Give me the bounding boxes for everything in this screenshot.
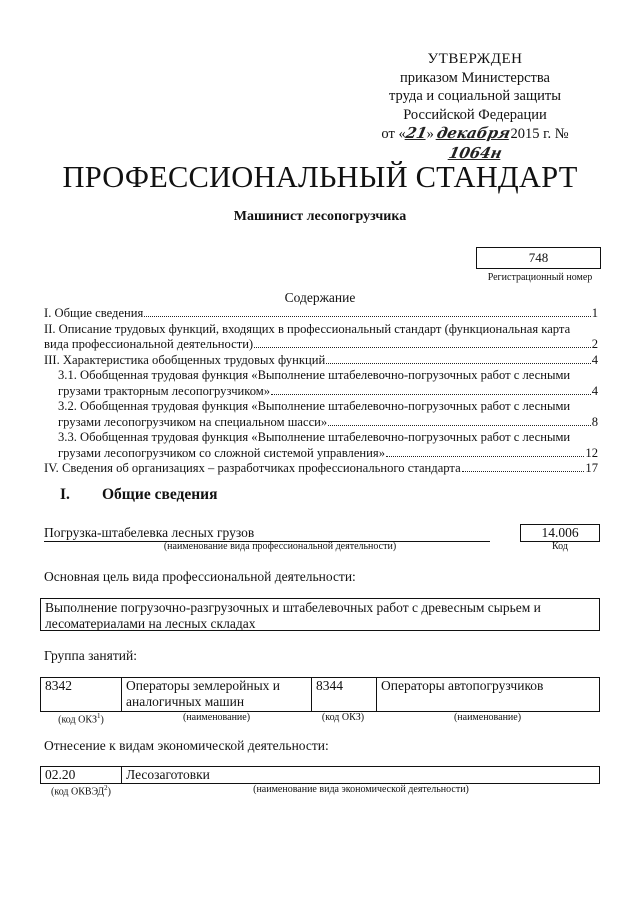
approval-number: 1064н — [446, 143, 504, 162]
toc-item[interactable] — [44, 399, 598, 430]
toc-item-text-line1: II. Описание трудовых функций, входящих в профессиональный стандарт (функциональная карта — [44, 321, 571, 336]
approval-number-prefix: № — [554, 126, 569, 142]
occupation-groups-table — [40, 677, 600, 712]
toc-item-page: 12 — [585, 445, 598, 460]
group-label: Группа занятий: — [44, 648, 137, 663]
approval-year: 2015 г. — [510, 126, 552, 142]
toc-item-page: 17 — [585, 461, 598, 475]
approval-block — [360, 50, 590, 163]
toc-item-text: III. Характеристика обобщенных трудовых функций — [44, 352, 326, 367]
approval-date-line — [360, 124, 590, 163]
activity-caption: (наименование вида профессиональной деятельности) — [163, 541, 397, 552]
toc-item[interactable] — [44, 353, 598, 369]
toc-item[interactable] — [44, 306, 598, 322]
section-heading — [60, 486, 217, 504]
toc-item-page: 1 — [591, 306, 598, 320]
goal-box: Выполнение погрузочно-разгрузочных и штабелевочных работ с древесным сырьем и лесоматериалами на лесных складах — [40, 598, 600, 631]
toc-item-page: 2 — [591, 337, 598, 351]
toc-item-page: 4 — [591, 352, 598, 367]
document-subtitle: Машинист лесопогрузчика — [233, 209, 407, 224]
approval-line-3: труда и социальной защиты — [389, 88, 561, 104]
group-code-cell: 8342 — [41, 678, 122, 712]
toc-item[interactable] — [44, 322, 598, 353]
toc-item-text: I. Общие сведения — [44, 306, 144, 320]
group-name-cell: Операторы землеройных и аналогичных машин — [122, 678, 312, 712]
toc-item[interactable] — [44, 461, 598, 477]
activity-code-caption: Код — [552, 541, 568, 552]
toc-item-text: вида профессиональной деятельности) — [44, 337, 254, 351]
group-code-cell: 8344 — [312, 678, 377, 712]
econ-label: Отнесение к видам экономической деятельности: — [44, 738, 329, 753]
registration-number-label: Регистрационный номер — [487, 272, 593, 283]
group-caption-code2: (код ОКЗ) — [321, 712, 365, 723]
approval-day-open: « — [398, 126, 406, 142]
toc-item-page: 4 — [591, 383, 598, 398]
group-caption-code1: (код ОКЗ$^1$) — [58, 712, 104, 726]
activity-name: Погрузка-штабелевка лесных грузов — [44, 524, 490, 542]
toc-item-text: грузами лесопогрузчиком на специальном шасси» — [58, 414, 328, 429]
econ-caption-code: (код ОКВЭД$^2$) — [51, 784, 111, 798]
table-of-contents — [44, 306, 598, 477]
table-row — [41, 767, 600, 784]
econ-code-cell: 02.20 — [41, 767, 122, 784]
approval-date-prefix: от — [381, 126, 395, 142]
section-title: Общие сведения — [102, 486, 218, 503]
approval-day-close: » — [426, 126, 434, 142]
toc-item-text-line1: 3.1. Обобщенная трудовая функция «Выполнение штабелевочно-погрузочных работ с лесными — [58, 368, 571, 382]
section-number: I. — [60, 486, 70, 503]
toc-item-text: IV. Сведения об организациях – разработчиках профессионального стандарта — [44, 461, 461, 475]
group-name-cell: Операторы автопогрузчиков — [377, 678, 600, 712]
table-row — [41, 678, 600, 712]
group-caption-name1: (наименование) — [182, 712, 251, 723]
toc-item-text-line1: 3.2. Обобщенная трудовая функция «Выполнение штабелевочно-погрузочных работ с лесными — [58, 399, 571, 413]
approval-line-1: УТВЕРЖДЕН — [427, 51, 523, 67]
toc-heading: Содержание — [284, 290, 356, 305]
approval-line-4: Российской Федерации — [403, 106, 547, 123]
toc-item[interactable] — [44, 430, 598, 461]
econ-caption-name: (наименование вида экономической деятельности) — [253, 784, 469, 795]
approval-line-2: приказом Министерства — [400, 69, 550, 86]
toc-item-text-line1: 3.3. Обобщенная трудовая функция «Выполнение штабелевочно-погрузочных работ с лесными — [58, 430, 571, 444]
toc-item-text: грузами лесопогрузчиком со сложной системой управления» — [58, 445, 386, 460]
activity-code-box: 14.006 — [520, 524, 600, 542]
approval-day: 21 — [403, 124, 429, 142]
approval-month: декабря — [435, 124, 513, 142]
goal-label: Основная цель вида профессиональной деятельности: — [44, 569, 356, 584]
document-title: ПРОФЕССИОНАЛЬНЫЙ СТАНДАРТ — [62, 160, 578, 194]
toc-item-text: грузами тракторным лесопогрузчиком» — [58, 383, 271, 398]
toc-item-page: 8 — [591, 414, 598, 429]
econ-activity-table — [40, 766, 600, 784]
registration-number-box: 748 — [476, 247, 601, 269]
toc-item[interactable] — [44, 368, 598, 399]
econ-name-cell: Лесозаготовки — [122, 767, 600, 784]
group-caption-name2: (наименование) — [453, 712, 522, 723]
